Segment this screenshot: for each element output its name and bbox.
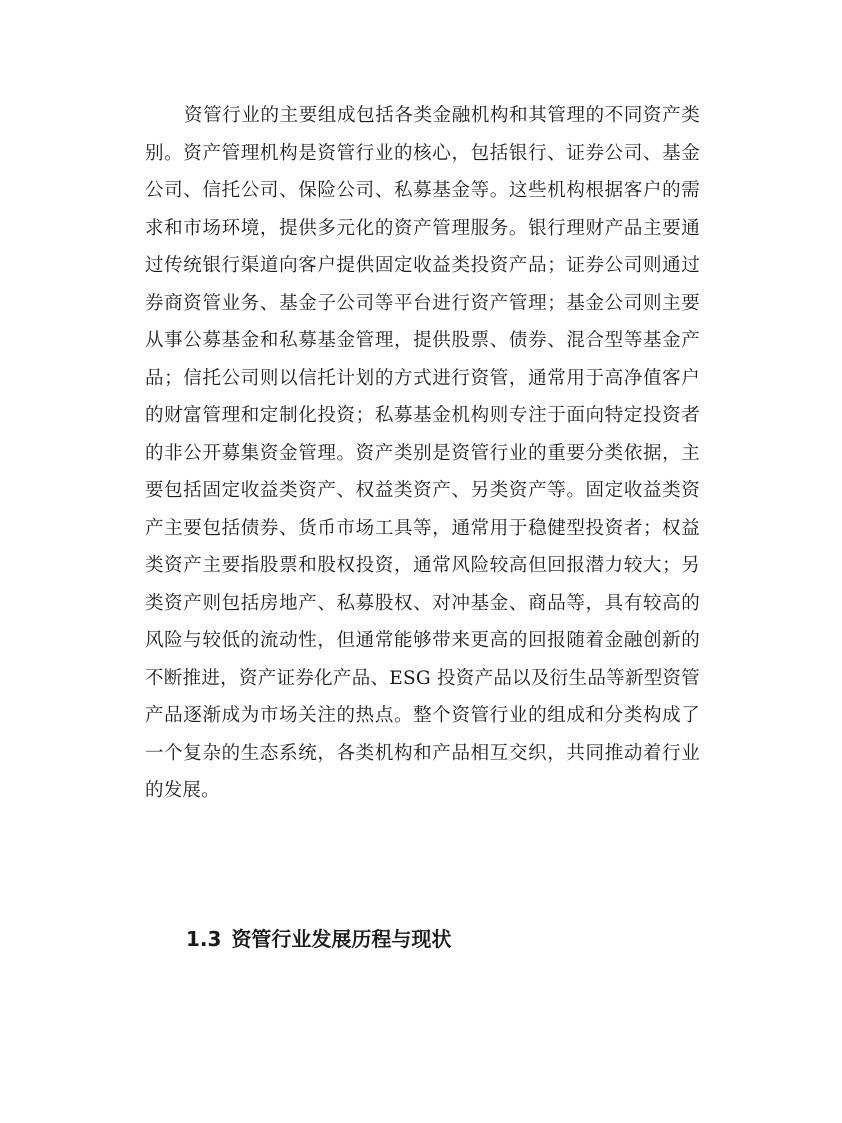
section-title: 资管行业发展历程与现状 bbox=[231, 927, 452, 951]
section-heading bbox=[186, 923, 451, 955]
body-paragraph: 资管行业的主要组成包括各类金融机构和其管理的不同资产类别。资产管理机构是资管行业的核心，包括银行、证券公司、基金公司、信托公司、保险公司、私募基金等。这些机构根据客户的需求和市场环境，提供多元化的资产管理服务。银行理财产品主要通过传统银行渠道向客户提供固定收益类投资产品；证券公司则通过券商资管业务、基金子公司等平台进行资产管理；基金公司则主要从事公募基金和私募基金管理，提供股票、债券、混合型等基金产品；信托公司则以信托计划的方式进行资管，通常用于高净值客户的财富管理和定制化投资；私募基金机构则专注于面向特定投资者的非公开募集资金管理。资产类别是资管行业的重要分类依据，主要包括固定收益类资产、权益类资产、另类资产等。固定收益类资产主要包括债券、货币市场工具等，通常用于稳健型投资者；权益类资产主要指股票和股权投资，通常风险较高但回报潜力较大；另类资产则包括房地产、私募股权、对冲基金、商品等，具有较高的风险与较低的流动性，但通常能够带来更高的回报随着金融创新的不断推进，资产证券化产品、ESG 投资产品以及衍生品等新型资管产品逐渐成为市场关注的热点。整个资管行业的组成和分类构成了一个复杂的生态系统，各类机构和产品相互交织，共同推动着行业的发展。 bbox=[145, 105, 700, 801]
section-number: 1.3 bbox=[186, 927, 222, 951]
